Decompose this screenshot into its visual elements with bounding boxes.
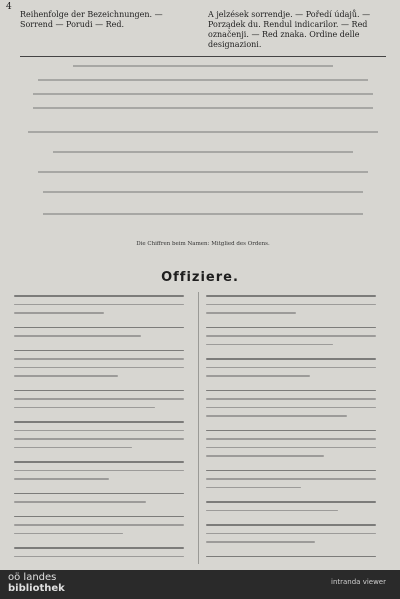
list-entry-line (14, 332, 194, 340)
list-entry-line (206, 498, 386, 506)
section-title: Offiziere. (161, 270, 239, 285)
ink-stroke (206, 358, 376, 360)
page-number: 4 (6, 2, 12, 12)
intro-line (20, 64, 386, 70)
list-entry-line (14, 404, 194, 412)
ink-stroke (14, 478, 109, 480)
ink-stroke (206, 524, 376, 526)
ink-stroke (14, 430, 184, 432)
intro-line (20, 78, 386, 84)
intro-line (20, 190, 386, 196)
list-entry-line (14, 301, 194, 309)
ink-stroke (206, 335, 376, 337)
ink-stroke (206, 344, 333, 346)
list-entry-line (206, 553, 386, 561)
list-entry-line (14, 387, 194, 395)
list-entry-line (14, 435, 194, 443)
ink-stroke (14, 335, 141, 337)
header-right: A jelzések sorrendje. — Poředí údajů. — Porządek du. Rendul indicarilor. — Red označenji. — Red znaka. Ordine delle designazioni. (208, 10, 371, 49)
list-entry-line (206, 521, 386, 529)
list-entry-line (206, 435, 386, 443)
list-entry-line (206, 301, 386, 309)
ink-stroke (14, 556, 184, 558)
list-entry-line (206, 341, 386, 349)
intro-line (20, 130, 386, 136)
list-entry-line (206, 332, 386, 340)
ink-stroke (206, 304, 376, 306)
officer-list-right (206, 292, 386, 564)
list-entry-line (206, 364, 386, 372)
ink-stroke (206, 487, 301, 489)
list-entry-line (14, 292, 194, 300)
list-entry-line (14, 530, 194, 538)
ink-stroke (14, 367, 184, 369)
ink-stroke (206, 438, 376, 440)
list-entry-line (206, 467, 386, 475)
ink-stroke (14, 438, 184, 440)
list-entry-line (206, 324, 386, 332)
ink-stroke (206, 295, 376, 297)
list-entry-line (206, 355, 386, 363)
ink-stroke (206, 398, 376, 400)
intro-line (20, 170, 386, 176)
list-entry-line (14, 521, 194, 529)
list-entry-line (206, 444, 386, 452)
ink-stroke (206, 407, 376, 409)
list-entry-line (14, 372, 194, 380)
logo-line-1: oö landes (8, 572, 57, 583)
list-entry-line (14, 561, 194, 564)
ink-stroke (14, 421, 184, 423)
intro-line (20, 150, 386, 156)
ink-stroke (14, 398, 184, 400)
header-left: Reihenfolge der Bezeichnungen. — Sorrend — Porudi — Red. (20, 10, 163, 29)
ink-stroke (14, 533, 123, 535)
ink-stroke (14, 304, 184, 306)
intro-line (20, 92, 386, 98)
list-entry-line (206, 452, 386, 460)
list-entry-line (206, 292, 386, 300)
ink-stroke (206, 556, 376, 558)
list-entry-line (14, 309, 194, 317)
list-entry-line (14, 498, 194, 506)
ink-stroke (14, 312, 104, 314)
ink-stroke (14, 375, 118, 377)
ink-stroke (14, 447, 132, 449)
ink-stroke (14, 524, 184, 526)
list-entry-line (14, 467, 194, 475)
officer-list-left (14, 292, 194, 564)
list-entry-line (206, 387, 386, 395)
header-rule (20, 56, 386, 57)
ink-stroke (14, 327, 184, 329)
ink-stroke (14, 407, 155, 409)
list-entry-line (206, 530, 386, 538)
list-entry-line (14, 427, 194, 435)
list-entry-line (206, 309, 386, 317)
list-entry-line (14, 355, 194, 363)
list-entry-line (206, 372, 386, 380)
ink-stroke (14, 350, 184, 352)
notice: Die Chiffren beim Namen: Mitglied des Ordens. (136, 241, 270, 247)
ink-stroke (206, 327, 376, 329)
ink-stroke (14, 516, 184, 518)
ink-stroke (206, 430, 376, 432)
list-entry-line (206, 538, 386, 546)
ink-stroke (14, 470, 184, 472)
list-entry-line (14, 444, 194, 452)
list-entry-line (14, 490, 194, 498)
column-divider (198, 292, 199, 564)
list-entry-line (14, 364, 194, 372)
list-entry-line (14, 347, 194, 355)
ink-stroke (206, 390, 376, 392)
list-entry-line (206, 427, 386, 435)
library-logo[interactable] (8, 572, 65, 594)
ink-stroke (14, 493, 184, 495)
ink-stroke (206, 533, 376, 535)
list-entry-line (14, 458, 194, 466)
ink-stroke (14, 461, 184, 463)
list-entry-line (206, 507, 386, 515)
ink-stroke (14, 547, 184, 549)
list-entry-line (206, 475, 386, 483)
intro-line (20, 106, 386, 112)
viewer-footer (0, 570, 400, 599)
list-entry-line (14, 324, 194, 332)
list-entry-line (206, 561, 386, 564)
ink-stroke (206, 455, 324, 457)
list-entry-line (14, 544, 194, 552)
ink-stroke (206, 470, 376, 472)
list-entry-line (206, 484, 386, 492)
ink-stroke (206, 510, 338, 512)
list-entry-line (206, 412, 386, 420)
ink-stroke (14, 501, 146, 503)
ink-stroke (206, 501, 376, 503)
ink-stroke (14, 390, 184, 392)
ink-stroke (206, 312, 296, 314)
ink-stroke (206, 375, 310, 377)
ink-stroke (14, 358, 184, 360)
list-entry-line (14, 395, 194, 403)
ink-stroke (206, 478, 376, 480)
list-entry-line (206, 404, 386, 412)
ink-stroke (206, 541, 315, 543)
ink-stroke (206, 367, 376, 369)
list-entry-line (14, 513, 194, 521)
ink-stroke (206, 447, 376, 449)
ink-stroke (206, 415, 347, 417)
list-entry-line (14, 418, 194, 426)
list-entry-line (206, 395, 386, 403)
viewer-label: intranda viewer (331, 578, 386, 586)
list-entry-line (14, 553, 194, 561)
logo-line-2: bibliothek (8, 583, 65, 594)
list-entry-line (14, 475, 194, 483)
intro-line (20, 212, 386, 218)
ink-stroke (14, 295, 184, 297)
